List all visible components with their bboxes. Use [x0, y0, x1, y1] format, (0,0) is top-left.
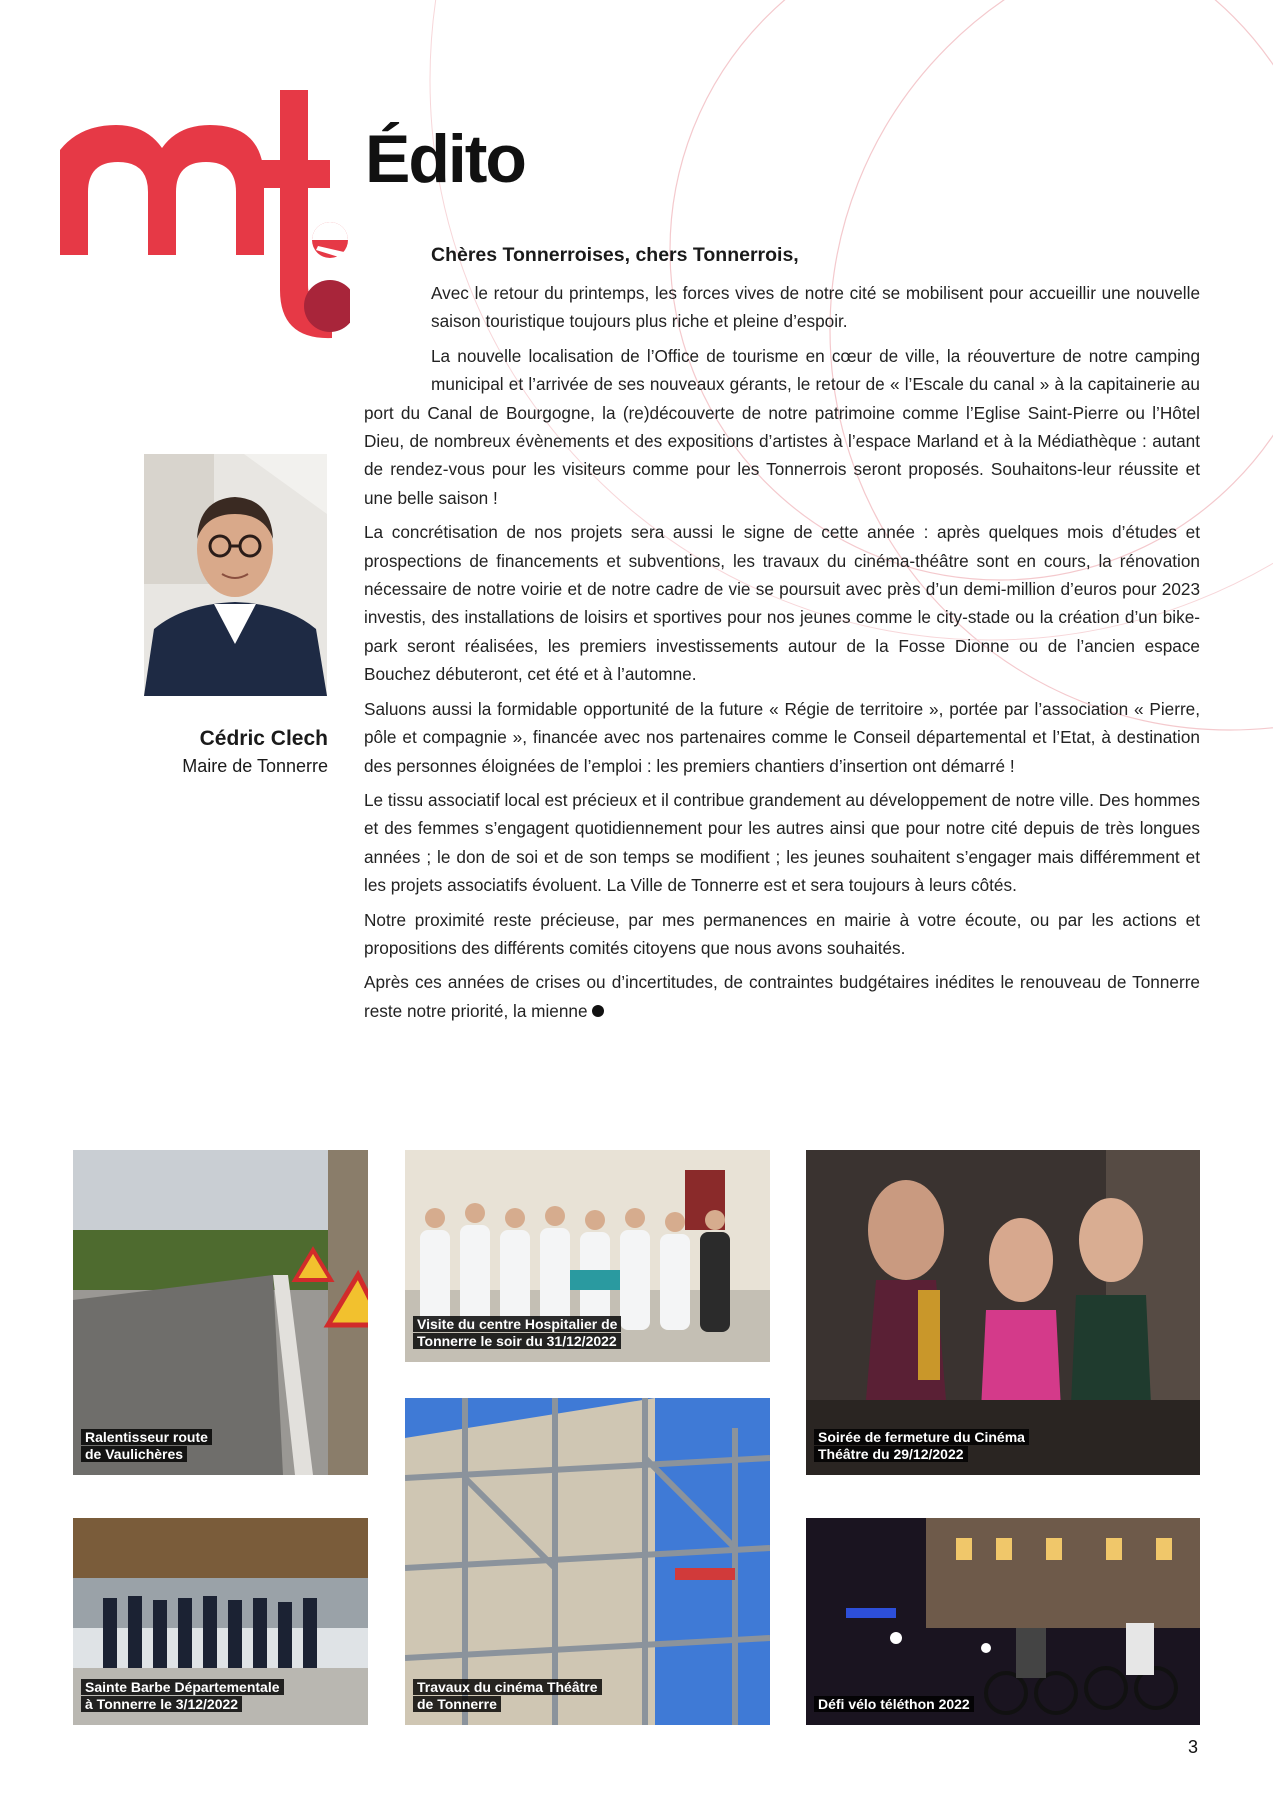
paragraph-last [364, 968, 1200, 1025]
photo-caption-line1: Visite du centre Hospitalier de [413, 1316, 621, 1332]
photo-caption-line1: Défi vélo téléthon 2022 [814, 1696, 974, 1712]
photo-caption-line2: de Vaulichères [81, 1446, 187, 1462]
photo-caption-line2: de Tonnerre [413, 1696, 501, 1712]
photo-caption-line1: Travaux du cinéma Théâtre [413, 1679, 602, 1695]
photo-cinema-party [806, 1150, 1200, 1475]
page-title: Édito [365, 121, 525, 197]
salutation: Chères Tonnerroises, chers Tonnerrois, [431, 244, 799, 266]
photo-caption-line1: Soirée de fermeture du Cinéma [814, 1429, 1029, 1445]
editorial-text [364, 279, 1200, 1031]
photo-caption-line2: Tonnerre le soir du 31/12/2022 [413, 1333, 621, 1349]
photo-caption-line1: Ralentisseur route [81, 1429, 212, 1445]
paragraph: Saluons aussi la formidable opportunité de la future « Régie de territoire », portée par l’association « Pierre, pôle et compagnie », financée avec nos partenaires comme le Conseil départemental et l’Etat, à destination des personnes éloignées de l’emploi : les premiers chantiers d’insertion ont démarré ! [364, 698, 1200, 776]
paragraph: Notre proximité reste précieuse, par mes permanences en mairie à votre écoute, ou par les actions et propositions des différents comités citoyens que nous avons souhaités. [364, 909, 1200, 958]
photo-bike-night [806, 1518, 1200, 1725]
end-bullet-icon [592, 1005, 604, 1017]
mt-logo [60, 80, 350, 370]
photo-road [73, 1150, 368, 1475]
paragraph: Le tissu associatif local est précieux et il contribue grandement au développement de notre ville. Des hommes et des femmes s’engagent quotidiennement pour les autres ainsi que pour notre cité depuis de très longues années ; le don de soi et de son temps se modifient ; les jeunes souhaitent s’engager mais différemment et les projets associatifs évoluent. La Ville de Tonnerre est et sera toujours à leurs côtés. [364, 789, 1200, 896]
logo-wrap-spacer [364, 279, 431, 395]
photo-caption-line2: à Tonnerre le 3/12/2022 [81, 1696, 242, 1712]
paragraph: La nouvelle localisation de l’Office de tourisme en cœur de ville, la réouverture de notre camping municipal et l’arrivée de ses nouveaux gérants, le retour de « l’Escale du canal » à la capitainerie au port du Canal de Bourgogne, la (re)découverte de notre patrimoine comme l’Eglise Saint-Pierre ou l’Hôtel Dieu, de nombreux évènements et des expositions d’artistes à l’espace Marland et à la Médiathèque : autant de rendez-vous pour les visiteurs comme pour les Tonnerrois seront proposés. Souhaitons-leur réussite et une belle saison ! [364, 345, 1200, 508]
signature-name: Cédric Clech [199, 727, 328, 750]
paragraph: La concrétisation de nos projets sera aussi le signe de cette année : après quelques mois d’études et prospections de financements et subventions, les travaux du cinéma-théâtre sont en cours, la rénovation nécessaire de notre voirie et de notre cadre de vie se poursuit avec près d’un demi-million d’euros pour 2023 investis, des installations de loisirs et sportives pour nos jeunes comme le city-stade ou la création d’un bike-park seront réalisées, les premiers investissements autour de la Fosse Dionne ou de l’ancien espace Bouchez débuteront, cet été et à l’automne. [364, 522, 1200, 685]
paragraph: Avec le retour du printemps, les forces vives de notre cité se mobilisent pour accueillir une nouvelle saison touristique toujours plus riche et pleine d’espoir. [431, 283, 1200, 332]
mayor-portrait [144, 454, 327, 696]
paragraph-text: Après ces années de crises ou d’incertitudes, de contraintes budgétaires inédites le renouveau de Tonnerre reste notre priorité, la mienne [364, 972, 1200, 1021]
photo-caption-line2: Théâtre du 29/12/2022 [814, 1446, 968, 1462]
photo-scaffolding [405, 1398, 770, 1725]
photo-caption-line1: Sainte Barbe Départementale [81, 1679, 284, 1695]
page-number: 3 [1187, 1737, 1198, 1757]
photo-hospital [405, 1150, 770, 1362]
signature-role: Maire de Tonnerre [182, 756, 328, 776]
photo-ceremony [73, 1518, 368, 1725]
